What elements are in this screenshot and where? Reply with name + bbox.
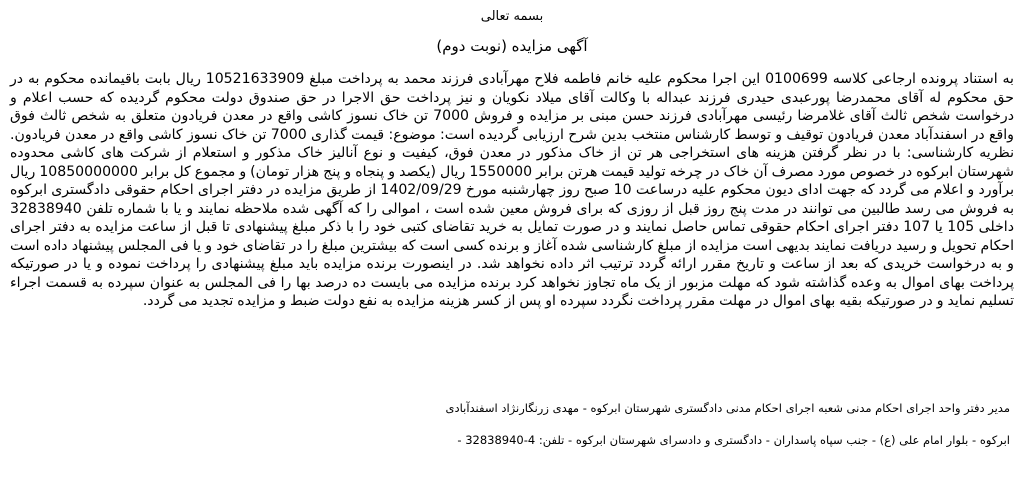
notice-title: آگهی مزایده (نوبت دوم) (436, 37, 588, 55)
invocation-heading: بسمه تعالی (480, 9, 544, 24)
notice-body: به استناد پرونده ارجاعی کلاسه 0100699 این اجرا محکوم علیه خانم فاطمه فلاح مهرآبادی فرزند محمد به پرداخت مبلغ 10521633909 ریال بابت باقیمانده محکوم به در حق محکوم له آقای محمدرضا پورعبدی حیدری فرزند عبداله با وکالت آقای میلاد نکویان و نیز پرداخت حق الاجرا در حق صندوق دولت محکوم گردیده که حسب اعلام و درخواست شخص ثالث آقای غلامرضا رئیسی مهرآبادی فرزند حسن مبنی بر مزایده و فروش 7000 تن خاک نسوز کاشی واقع در معدن فریادون متعلق به شخص ثالث فوق واقع در اسفندآباد معدن فریادون توقیف و توسط کارشناس منتخب بدین شرح ارزیابی گردیده است: موضوع: قیمت گذاری 7000 تن خاک نسوز کاشی واقع در معدن فریادون. نظریه کارشناسی: با در نظر گرفتن هزینه های استخراجی هر تن از خاک مذکور در معدن فوق، کیفیت و نوع آنالیز خاک مذکور و استعلام از شرکت های کاشی محدوده شهرستان ابرکوه در خصوص مورد مصرف آن خاک در چرخه تولید قیمت هرتن برابر 1550000 ریال (یکصد و پنجاه و پنج هزار تومان) و مجموع کل برابر 10850000000 ریال برآورد و اعلام می گردد که جهت ادای دیون محکوم علیه درساعت 10 صبح روز چهارشنبه مورخ 1402/09/29 از طریق مزایده در دفتر اجرای احکام حقوقی دادگستری ابرکوه به فروش می رسد طالبین می توانند در مدت پنج روز قبل از روزی که برای فروش معین شده است ، اموالی را که آگهی شده ملاحظه نمایند و یا با شماره تلفن 32838940 داخلی 105 یا 107 دفتر اجرای احکام حقوقی تماس حاصل نمایند و در صورت تمایل به خرید تقاضای کتبی خود را با ذکر مبلغ پیشنهادی تا قبل از ساعت مزایده به دفتر اجرای احکام تحویل و رسید دریافت نمایند بدیهی است مزایده از مبلغ کارشناسی شده آغاز و برنده کسی است که بیشترین مبلغ را در تقاضای خود و یا فی المجلس پیشنهاد داده است و به درخواست خریدی که بعد از ساعت و تاریخ مقرر ارائه گردد ترتیب اثر داده نخواهد شد. در اینصورت برنده مزایده باید مبلغ پیشنهادی را پرداخت نموده و یا در صورتیکه پرداخت بهای اموال به وعده گذاشته شود که مهلت مزبور از یک ماه تجاوز نخواهد کرد برنده مزایده می بایست ده درصد بها را فی المجلس به عنوان سپرده به قسمت اجراء تسلیم نماید و در صورتیکه بقیه بهای اموال در مهلت مقرر پرداخت نگردد سپرده او پس از کسر هزینه مزایده به نفع دولت ضبط و مزایده تجدید می گردد. (10, 71, 1014, 309)
address-line: ابرکوه - بلوار امام علی (ع) - جنب سپاه پاسداران - دادگستری و دادسرای شهرستان ابرکوه - تلفن: 4-32838940 - (457, 433, 1010, 447)
signature-line: مدیر دفتر واحد اجرای احکام مدنی شعبه اجرای احکام مدنی دادگستری شهرستان ابرکوه - مهدی زرنگارنژاد اسفندآبادی (445, 401, 1010, 415)
